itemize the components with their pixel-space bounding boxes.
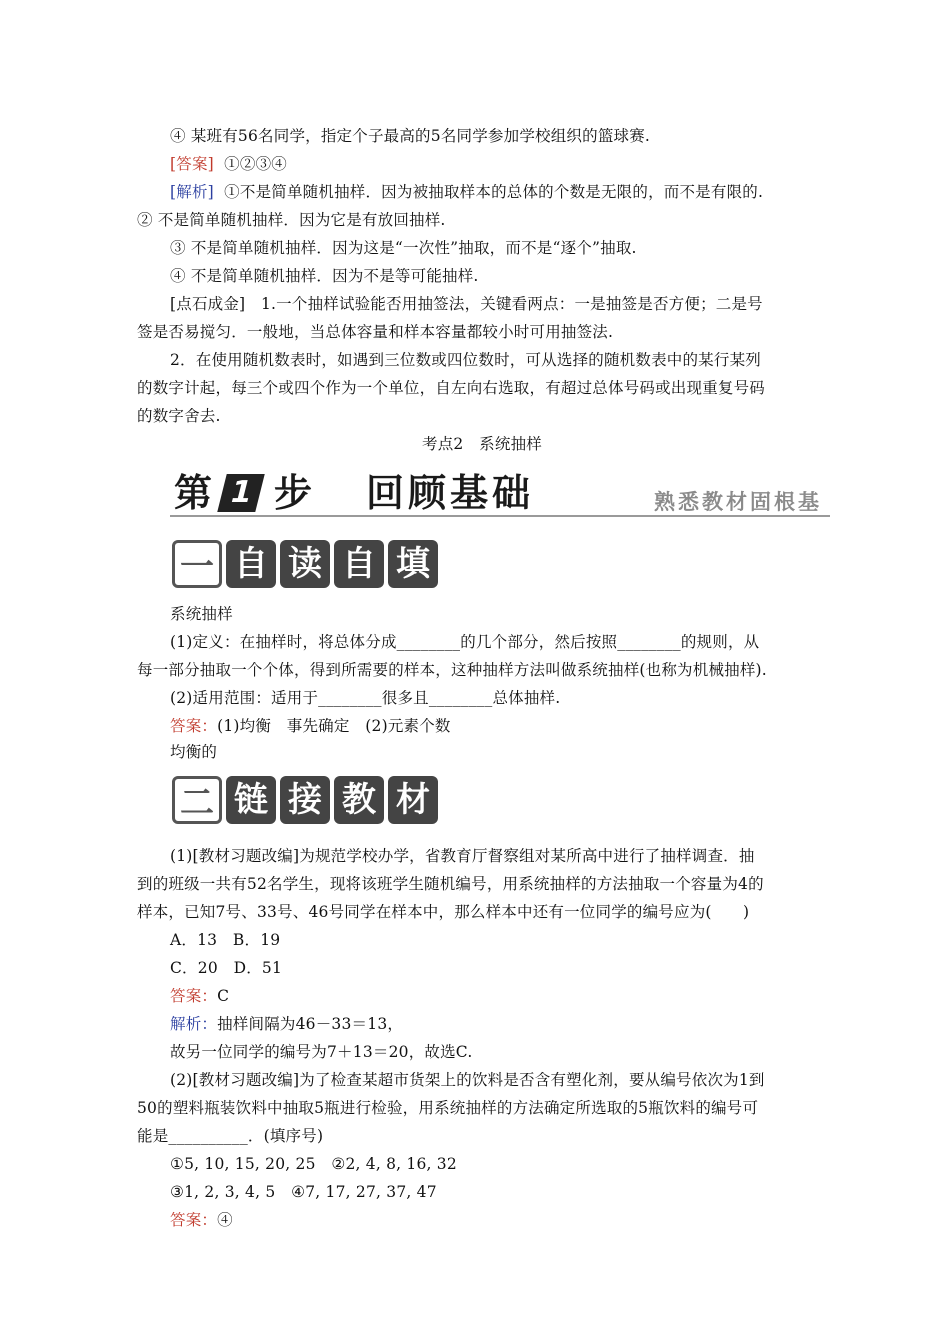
banner-step-number: 1 <box>217 474 264 512</box>
answer-tag: 答案： <box>170 1211 218 1229</box>
analysis-line <box>170 1014 827 1034</box>
text-line: 故另一位同学的编号为7＋13＝20，故选C. <box>170 1043 473 1061</box>
section-char-box: 接 <box>280 776 330 824</box>
text-line: 签是否易搅匀．一般地，当总体容量和样本容量都较小时可用抽签法. <box>137 323 614 341</box>
section-char-box: 自 <box>334 540 384 588</box>
text-line: 的数字计起，每三个或四个作为一个单位，自左向右选取，有超过总体号码或出现重复号码 <box>137 379 766 397</box>
answer-tag: 答案： <box>170 717 218 735</box>
text-line: ③1, 2, 3, 4, 5 ④7, 17, 27, 37, 47 <box>170 1183 437 1201</box>
text-line: (2)适用范围：适用于________很多且________总体抽样. <box>170 689 561 707</box>
text-line: C．20 D．51 <box>170 959 283 977</box>
text-line: 每一部分抽取一个个体，得到所需要的样本，这种抽样方法叫做系统抽样(也称为机械抽样). <box>137 661 767 679</box>
analysis-text: ①不是简单随机抽样．因为被抽取样本的总体的个数是无限的，而不是有限的. <box>224 183 764 201</box>
banner-subtitle: 熟悉教材固根基 <box>654 490 822 514</box>
answer-line <box>170 986 827 1006</box>
text-line: 到的班级一共有52名学生，现将该班学生随机编号，用系统抽样的方法抽取一个容量为4的 <box>137 875 764 893</box>
analysis-text: 抽样间隔为46－33＝13， <box>217 1015 404 1033</box>
banner-di: 第 <box>174 471 213 515</box>
analysis-tag: [解析] <box>170 183 214 201</box>
text-line: ①5, 10, 15, 20, 25 ②2, 4, 8, 16, 32 <box>170 1155 457 1173</box>
answer-line <box>170 716 827 736</box>
text-line: [点石成金] 1.一个抽样试验能否用抽签法，关键看两点：一是抽签是否方便；二是号 <box>170 295 763 313</box>
text-line: (1)[教材习题改编]为规范学校办学，省教育厅督察组对某所高中进行了抽样调查．抽 <box>170 847 755 865</box>
answer-tag: 答案： <box>170 987 218 1005</box>
section-char-box: 教 <box>334 776 384 824</box>
analysis-line <box>170 182 827 202</box>
text-line: 均衡的 <box>170 743 218 761</box>
text-line: 2．在使用随机数表时，如遇到三位数或四位数时，可从选择的随机数表中的某行某列 <box>170 351 761 369</box>
answer-text: ④ <box>217 1211 233 1229</box>
section-char-box: 填 <box>388 540 438 588</box>
text-line: ③ 不是简单随机抽样．因为这是“一次性”抽取，而不是“逐个”抽取. <box>170 239 637 257</box>
section-char-box: 链 <box>226 776 276 824</box>
text-line: 50的塑料瓶装饮料中抽取5瓶进行检验，用系统抽样的方法确定所选取的5瓶饮料的编号可 <box>137 1099 759 1117</box>
text-line: 样本，已知7号、33号、46号同学在样本中，那么样本中还有一位同学的编号应为( ) <box>137 903 750 921</box>
text-line: 系统抽样 <box>170 605 233 623</box>
analysis-tag: 解析： <box>170 1015 218 1033</box>
answer-line <box>170 1210 827 1230</box>
step-banner <box>170 470 830 520</box>
section-char-box: 读 <box>280 540 330 588</box>
section-number-box: 二 <box>172 776 222 824</box>
section-char-box: 材 <box>388 776 438 824</box>
section-heading: 考点2 系统抽样 <box>422 435 542 453</box>
section-number-box: 一 <box>172 540 222 588</box>
banner-bu: 步 <box>274 471 313 515</box>
answer-text: C <box>217 987 230 1005</box>
text-line: ② 不是简单随机抽样．因为它是有放回抽样. <box>137 211 446 229</box>
text-line: 的数字舍去. <box>137 407 221 425</box>
text-line: 能是__________．(填序号) <box>137 1127 324 1145</box>
answer-line <box>170 154 827 174</box>
banner-rule <box>170 515 830 517</box>
section-char-box: 自 <box>226 540 276 588</box>
text-line: (2)[教材习题改编]为了检查某超市货架上的饮料是否含有塑化剂，要从编号依次为1到 <box>170 1071 765 1089</box>
answer-tag: [答案] <box>170 155 214 173</box>
text-line: ④ 某班有56名同学，指定个子最高的5名同学参加学校组织的篮球赛. <box>170 127 651 145</box>
text-line: ④ 不是简单随机抽样．因为不是等可能抽样. <box>170 267 479 285</box>
banner-title: 回顾基础 <box>366 471 535 515</box>
answer-text: ①②③④ <box>224 155 287 173</box>
text-line: (1)定义：在抽样时，将总体分成________的几个部分，然后按照________的规则，从 <box>170 633 760 651</box>
answer-text: (1)均衡 事先确定 (2)元素个数 <box>217 717 451 735</box>
text-line: A．13 B．19 <box>170 931 281 949</box>
